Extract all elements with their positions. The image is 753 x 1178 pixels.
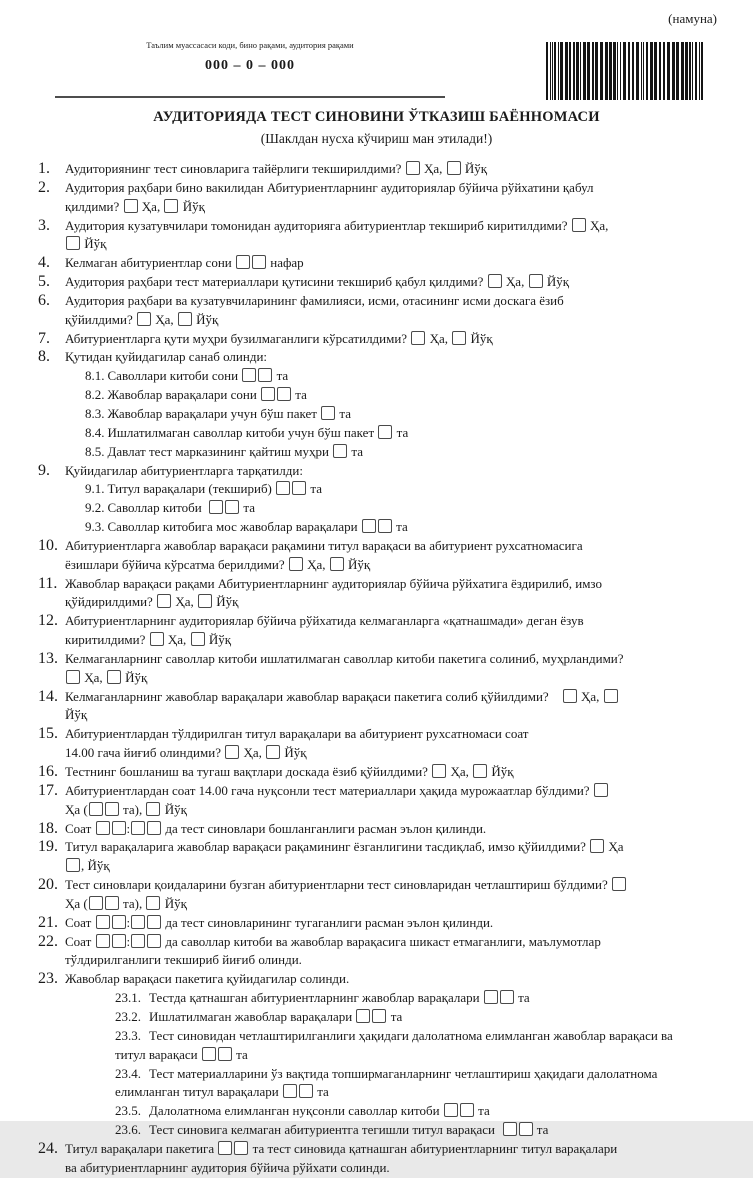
checkbox[interactable]: [202, 1047, 216, 1061]
item-number: 8.: [38, 348, 50, 366]
item-line: Соат : да тест синовларининг тугаганлиги расман эълон қилинди.: [65, 914, 494, 930]
item-number: 21.: [38, 913, 58, 931]
sub-item-number: 8.5.: [85, 443, 105, 459]
sub-item-line: 8.3. Жавоблар варақалари учун бўш пакет та: [85, 405, 352, 421]
checkbox[interactable]: [147, 915, 161, 929]
item-line: Ҳа, Йўқ: [65, 669, 728, 688]
list-item: [38, 725, 728, 763]
checkbox[interactable]: [258, 368, 272, 382]
checkbox[interactable]: [432, 764, 446, 778]
sub-item-number: 8.2.: [85, 387, 105, 403]
checkbox[interactable]: [594, 783, 608, 797]
checkbox[interactable]: [378, 519, 392, 533]
list-item: [38, 160, 728, 179]
checkbox[interactable]: [604, 689, 618, 703]
checkbox[interactable]: [299, 1084, 313, 1098]
checkbox[interactable]: [242, 368, 256, 382]
sub-item-number: 9.3.: [85, 519, 105, 535]
org-code-caption: Таълим муассасаси коди, бино рақами, аудитория рақами: [146, 40, 354, 50]
item-line: қўйилдими? Ҳа, Йўқ: [65, 311, 219, 327]
sub-item-number: 8.4.: [85, 424, 105, 440]
org-code-value: 000 – 0 – 000: [205, 58, 295, 73]
checkbox[interactable]: [112, 934, 126, 948]
sub-item-line: 23.4. Тест материалларини ўз вақтида топширмаганларнинг четлаштириш ҳақидаги далолатнома: [115, 1065, 658, 1081]
list-item: [38, 876, 728, 914]
checkbox[interactable]: [178, 312, 192, 326]
item-number: 23.: [38, 970, 58, 988]
list-item: [38, 933, 728, 971]
item-number: 19.: [38, 838, 58, 856]
checkbox[interactable]: [236, 255, 250, 269]
item-number: 12.: [38, 612, 58, 630]
item-number: 18.: [38, 819, 58, 837]
item-line: ёзишлари бўйича кўрсатма берилдими? Ҳа, Йўқ: [65, 556, 371, 572]
list-item: [38, 1140, 728, 1178]
checkbox[interactable]: [503, 1122, 517, 1136]
checkbox[interactable]: [225, 500, 239, 514]
checkbox[interactable]: [234, 1141, 248, 1155]
item-line: Аудитория раҳбари бино вакилидан Абитуриентларнинг аудиториялар бўйича рўйхатини қабул: [65, 179, 594, 195]
checkbox[interactable]: [411, 331, 425, 345]
sub-item-number: 23.6.: [115, 1122, 141, 1138]
checkbox[interactable]: [563, 689, 577, 703]
checkbox[interactable]: [266, 745, 280, 759]
checkbox[interactable]: [460, 1103, 474, 1117]
item-number: 17.: [38, 781, 58, 799]
item-line: Титул варақаларига жавоблар варақаси рақамининг ёзганлигини тасдиқлаб, имзо қўйилдими? Ҳа: [65, 839, 624, 855]
checkbox[interactable]: [96, 821, 110, 835]
list-item: [38, 254, 728, 273]
item-number: 14.: [38, 687, 58, 705]
checkbox[interactable]: [276, 481, 290, 495]
item-line: Қутидан қуйидагилар санаб олинди:: [65, 349, 268, 365]
checkbox[interactable]: [572, 218, 586, 232]
checkbox[interactable]: [131, 821, 145, 835]
item-number: 7.: [38, 329, 50, 347]
item-line: Қуйидагилар абитуриентларга тарқатилди:: [65, 462, 303, 478]
item-number: 13.: [38, 649, 58, 667]
list-item: [38, 820, 728, 839]
checkbox[interactable]: [473, 764, 487, 778]
item-line: Аудитория кузатувчилари томонидан аудиторияга абитуриентлар текшириб киритилдими? Ҳа,: [65, 217, 609, 233]
item-number: 4.: [38, 254, 50, 272]
checkbox[interactable]: [500, 990, 514, 1004]
checkbox[interactable]: [137, 312, 151, 326]
checkbox[interactable]: [218, 1141, 232, 1155]
item-line: тўлдирилганлиги текшириб йиғиб олинди.: [65, 952, 302, 968]
checkbox[interactable]: [96, 915, 110, 929]
checkbox[interactable]: [261, 387, 275, 401]
checkbox[interactable]: [147, 821, 161, 835]
item-line: Аудитория раҳбари ва кузатувчиларининг фамилияси, исми, отасининг исми доскага ёзиб: [65, 292, 564, 308]
sub-item-line: 23.6. Тест синовига келмаган абитуриентга тегишли титул варақаси та: [115, 1122, 549, 1138]
checkbox[interactable]: [444, 1103, 458, 1117]
checkbox[interactable]: [66, 670, 80, 684]
item-line: қилдими? Ҳа, Йўқ: [65, 198, 205, 214]
item-number: 11.: [38, 574, 58, 592]
item-number: 2.: [38, 178, 50, 196]
checkbox[interactable]: [362, 519, 376, 533]
list-item: [38, 537, 728, 575]
checkbox[interactable]: [112, 915, 126, 929]
list-item: [38, 575, 728, 613]
checkbox[interactable]: [218, 1047, 232, 1061]
checkbox[interactable]: [277, 387, 291, 401]
checkbox[interactable]: [105, 802, 119, 816]
items-list: [38, 160, 728, 1178]
list-item: [38, 650, 728, 688]
item-line: Келмаган абитуриентлар сони нафар: [65, 255, 304, 271]
list-item: [38, 217, 728, 255]
item-line: киритилдими? Ҳа, Йўқ: [65, 632, 232, 648]
checkbox[interactable]: [452, 331, 466, 345]
item-line: Жавоблар варақаси рақами Абитуриентларнинг аудиториялар бўйича рўйхатига ёздирилиб, имзо: [65, 575, 602, 591]
checkbox[interactable]: [147, 934, 161, 948]
sub-item-line: 8.4. Ишлатилмаган саволлар китоби учун бўш пакет та: [85, 424, 409, 440]
checkbox[interactable]: [89, 896, 103, 910]
item-line: Йўқ: [65, 235, 728, 254]
sub-item-line: 9.2. Саволлар китоби та: [85, 500, 256, 516]
item-line: Жавоблар варақаси пакетига қуйидагилар солинди.: [65, 971, 350, 987]
doc-title: АУДИТОРИЯДА ТЕСТ СИНОВИНИ ЎТКАЗИШ БАЁННОМАСИ: [153, 109, 600, 125]
item-line: , Йўқ: [65, 857, 728, 876]
checkbox[interactable]: [225, 745, 239, 759]
checkbox[interactable]: [356, 1009, 370, 1023]
list-item: [38, 763, 728, 782]
checkbox[interactable]: [146, 802, 160, 816]
item-line: Тест синовлари қоидаларини бузган абитуриентларни тест синовларидан четлаштириш бўлдими?: [65, 876, 728, 895]
item-line: қўйдирилдими? Ҳа, Йўқ: [65, 594, 239, 610]
item-number: 5.: [38, 273, 50, 291]
list-item: [38, 330, 728, 349]
sub-item-line: 8.2. Жавоблар варақалари сони та: [85, 387, 307, 403]
list-item: [38, 273, 728, 292]
checkbox[interactable]: [488, 274, 502, 288]
sub-item-line: 8.5. Давлат тест марказининг қайтиш муҳри та: [85, 443, 364, 459]
checkbox[interactable]: [321, 406, 335, 420]
item-line: Келмаганларнинг саволлар китоби ишлатилмаган саволлар китоби пакетига солиниб, муҳрландими?: [65, 650, 624, 666]
checkbox[interactable]: [157, 594, 171, 608]
checkbox[interactable]: [529, 274, 543, 288]
checkbox[interactable]: [150, 632, 164, 646]
list-item: [38, 838, 728, 876]
item-line: Титул варақалари пакетига та тест синовида қатнашган абитуриентларнинг титул варақалари: [65, 1140, 618, 1156]
list-item: [38, 179, 728, 217]
checkbox[interactable]: [283, 1084, 297, 1098]
sub-item-number: 9.1.: [85, 481, 105, 497]
item-line: 14.00 гача йиғиб олиндими? Ҳа, Йўқ: [65, 745, 307, 761]
sub-item-number: 23.1.: [115, 990, 141, 1006]
checkbox[interactable]: [164, 199, 178, 213]
checkbox[interactable]: [333, 444, 347, 458]
checkbox[interactable]: [191, 632, 205, 646]
checkbox[interactable]: [131, 934, 145, 948]
item-line: Соат : да саволлар китоби ва жавоблар варақасига шикаст етмаганлиги, маълумотлар: [65, 933, 601, 949]
list-item: [38, 348, 728, 461]
item-line: Абитуриентларга жавоблар варақаси рақамини титул варақаси ва абитуриент рухсатномасига: [65, 537, 583, 553]
checkbox[interactable]: [519, 1122, 533, 1136]
item-line: Абитуриентлардан соат 14.00 гача нуқсонли тест материаллари ҳақида мурожаатлар бўлдими?: [65, 782, 728, 801]
checkbox[interactable]: [131, 915, 145, 929]
item-number: 20.: [38, 876, 58, 894]
checkbox[interactable]: [198, 594, 212, 608]
item-line: Келмаганларнинг жавоблар варақалари жавоблар варақаси пакетига солиб қўйилдими? Ҳа,: [65, 688, 728, 707]
checkbox[interactable]: [107, 670, 121, 684]
item-number: 10.: [38, 536, 58, 554]
sub-item-number: 23.3.: [115, 1027, 141, 1043]
item-number: 6.: [38, 291, 50, 309]
doc-subtitle: (Шаклдан нусха кўчириш ман этилади!): [260, 131, 493, 146]
list-item: [38, 970, 728, 1140]
checkbox[interactable]: [612, 877, 626, 891]
checkbox[interactable]: [378, 425, 392, 439]
header-rule: [55, 96, 445, 98]
item-line: Аудиториянинг тест синовларига тайёрлиги текширилдими? Ҳа, Йўқ: [65, 161, 488, 176]
list-item: [38, 688, 728, 726]
item-line: Тестнинг бошланиш ва тугаш вақтлари доскада ёзиб қўйилдими? Ҳа, Йўқ: [65, 764, 514, 779]
sub-item-line: титул варақаси та: [115, 1046, 248, 1062]
item-line: Аудитория раҳбари тест материаллари қутисини текшириб қабул қилдими? Ҳа, Йўқ: [65, 274, 570, 290]
checkbox[interactable]: [252, 255, 266, 269]
sub-item-line: 23.1. Тестда қатнашган абитуриентларнинг жавоблар варақалари та: [115, 990, 530, 1006]
sub-item-line: 23.2. Ишлатилмаган жавоблар варақалари та: [115, 1008, 403, 1024]
sub-item-line: 9.3. Саволлар китобига мос жавоблар варақалари та: [85, 519, 408, 535]
checkbox[interactable]: [112, 821, 126, 835]
checkbox[interactable]: [292, 481, 306, 495]
checkbox[interactable]: [209, 500, 223, 514]
list-item: [38, 914, 728, 933]
sub-item-line: елимланган титул варақалари та: [115, 1084, 329, 1100]
item-line: Абитуриентларга қути муҳри бузилмаганлиги кўрсатилдими? Ҳа, Йўқ: [65, 330, 493, 346]
item-number: 24.: [38, 1139, 58, 1157]
sub-item-line: 23.5. Далолатнома елимланган нуқсонли саволлар китоби та: [115, 1103, 490, 1119]
checkbox[interactable]: [406, 161, 420, 175]
barcode: [546, 42, 708, 100]
list-item: [38, 782, 728, 820]
item-line: Йўқ: [65, 707, 88, 723]
item-line: Соат : да тест синовлари бошланганлиги расман эълон қилинди.: [65, 820, 487, 836]
checkbox[interactable]: [447, 161, 461, 175]
item-number: 15.: [38, 725, 58, 743]
item-line: Абитуриентлардан тўлдирилган титул варақалари ва абитуриент рухсатномаси соат: [65, 726, 529, 742]
item-number: 16.: [38, 763, 58, 780]
checkbox[interactable]: [66, 858, 80, 872]
checkbox[interactable]: [289, 557, 303, 571]
sub-item-number: 9.2.: [85, 500, 105, 516]
list-item: [38, 462, 728, 537]
item-line: Ҳа ( та), Йўқ: [65, 801, 187, 817]
list-item: [38, 612, 728, 650]
sub-item-number: 8.1.: [85, 368, 105, 384]
list-item: [38, 292, 728, 330]
sub-item-line: 23.3. Тест синовидан четлаштирилганлиги ҳақидаги далолатнома елимланган жавоблар варақаси ва: [115, 1027, 673, 1043]
item-number: 3.: [38, 216, 50, 234]
item-line: Ҳа ( та), Йўқ: [65, 895, 187, 911]
checkbox[interactable]: [590, 839, 604, 853]
header-code-block: [55, 40, 445, 74]
checkbox[interactable]: [484, 990, 498, 1004]
checkbox[interactable]: [66, 236, 80, 250]
checkbox[interactable]: [96, 934, 110, 948]
checkbox[interactable]: [330, 557, 344, 571]
sub-item-line: 8.1. Саволлари китоби сони та: [85, 368, 289, 384]
item-line: Абитуриентларнинг аудиториялар бўйича рўйхатида келмаганларга «қатнашмади» деган ёзув: [65, 613, 584, 629]
checkbox[interactable]: [105, 896, 119, 910]
checkbox[interactable]: [146, 896, 160, 910]
sample-label: (намуна): [668, 11, 717, 26]
item-number: 22.: [38, 932, 58, 950]
sub-item-line: 9.1. Титул варақалари (текшириб) та: [85, 481, 323, 497]
checkbox[interactable]: [89, 802, 103, 816]
checkbox[interactable]: [372, 1009, 386, 1023]
item-number: 9.: [38, 461, 50, 479]
item-line: ва абитуриентларнинг аудитория бўйича рўйхати солинди.: [65, 1159, 390, 1175]
sub-item-number: 23.4.: [115, 1065, 141, 1081]
checkbox[interactable]: [124, 199, 138, 213]
sub-item-number: 23.2.: [115, 1008, 141, 1024]
sub-item-number: 23.5.: [115, 1103, 141, 1119]
sub-item-number: 8.3.: [85, 405, 105, 421]
item-number: 1.: [38, 160, 50, 177]
